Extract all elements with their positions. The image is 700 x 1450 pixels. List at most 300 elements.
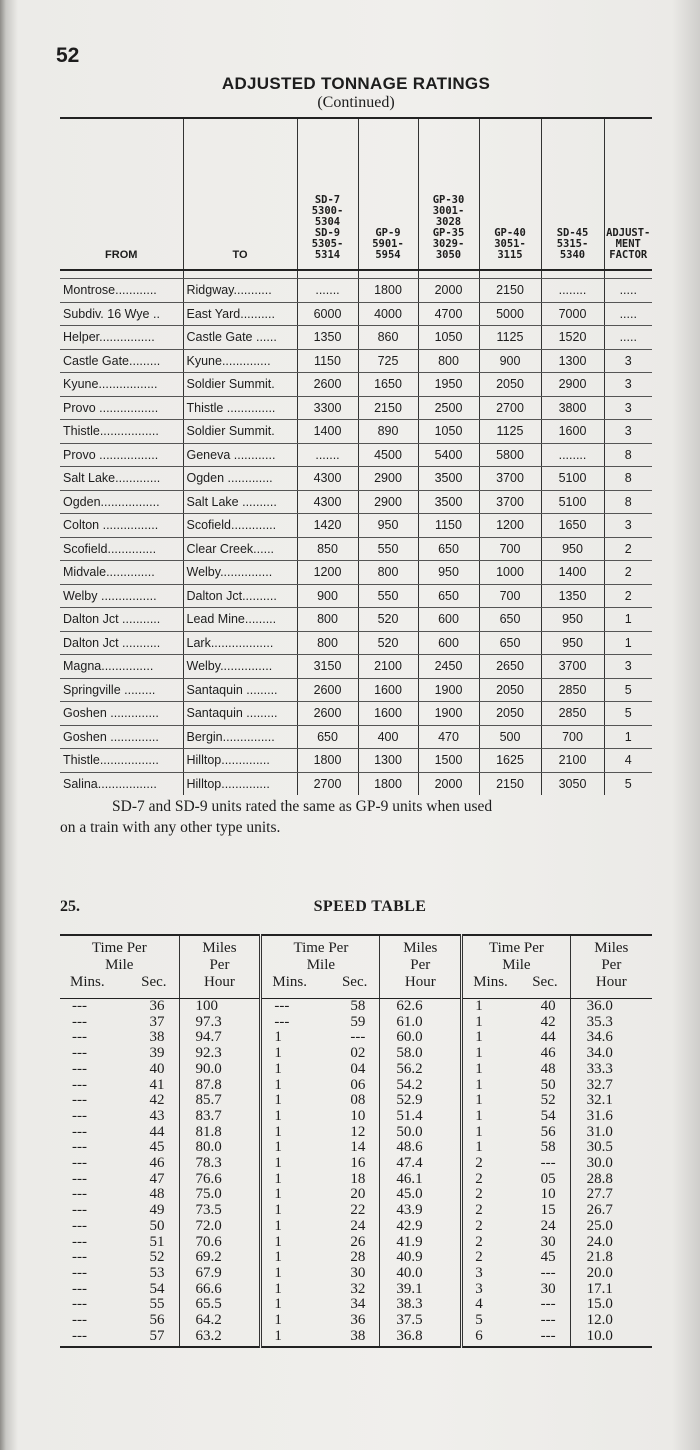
speed-row <box>60 1250 652 1266</box>
cell-mins: 2 <box>462 1156 503 1172</box>
cell-rating: 4 <box>604 749 652 773</box>
cell-sec: 40 <box>540 998 556 1014</box>
cell-mins: 1 <box>462 1093 503 1109</box>
cell-sec: 50 <box>540 1076 556 1093</box>
cell-rating: 650 <box>479 608 541 632</box>
cell-rating: 2050 <box>479 678 541 702</box>
speed-row <box>60 1015 652 1031</box>
cell-mph: 76.6 <box>179 1172 261 1188</box>
cell-sec: 48 <box>149 1186 165 1203</box>
cell-mph: 36.8 <box>380 1329 462 1348</box>
cell-mins: 1 <box>462 1046 503 1062</box>
cell-sec: 28 <box>350 1249 366 1266</box>
tonnage-row <box>60 514 652 538</box>
cell-rating: 650 <box>297 725 358 749</box>
cell-mins: --- <box>72 1076 87 1093</box>
cell-mph: 48.6 <box>380 1140 462 1156</box>
speed-row <box>60 1093 652 1109</box>
cell-sec: 58 <box>540 1139 556 1156</box>
cell-mph: 37.5 <box>380 1313 462 1329</box>
tonnage-row <box>60 467 652 491</box>
cell-rating: 2450 <box>418 655 479 679</box>
cell-rating: 5100 <box>541 490 604 514</box>
speed-row <box>60 1030 652 1046</box>
cell-rating: ..... <box>604 279 652 303</box>
cell-mins: --- <box>72 1249 87 1266</box>
cell-rating: 1600 <box>358 702 418 726</box>
cell-rating: 2100 <box>541 749 604 773</box>
header-line: Mile <box>502 957 531 973</box>
cell-sec: --- <box>540 1264 556 1281</box>
header-line: 5304 <box>314 216 341 228</box>
cell-mins: --- <box>60 1329 112 1348</box>
cell-sec: 22 <box>350 1202 366 1219</box>
cell-rating: 4000 <box>358 302 418 326</box>
tonnage-row <box>60 702 652 726</box>
cell-mins: 1 <box>261 1187 313 1203</box>
cell-mins: 1 <box>261 1156 313 1172</box>
cell-from: Subdiv. 16 Wye .. <box>60 302 183 326</box>
tonnage-title: ADJUSTED TONNAGE RATINGS <box>221 74 491 93</box>
cell-to: Scofield............. <box>183 514 297 538</box>
cell-rating: 2100 <box>358 655 418 679</box>
cell-rating: 520 <box>358 608 418 632</box>
cell-mins: --- <box>72 1296 87 1313</box>
cell-to: Santaquin ......... <box>183 678 297 702</box>
cell-rating: 950 <box>418 561 479 585</box>
cell-mph: 67.9 <box>179 1266 261 1282</box>
cell-mins: --- <box>72 1312 87 1329</box>
cell-rating: 3700 <box>541 655 604 679</box>
cell-to: Dalton Jct.......... <box>183 584 297 608</box>
cell-to: Lead Mine......... <box>183 608 297 632</box>
cell-mins: 1 <box>261 1313 313 1329</box>
cell-sec: 26 <box>350 1233 366 1250</box>
tonnage-row <box>60 725 652 749</box>
cell-rating: 5400 <box>418 443 479 467</box>
speed-table <box>60 934 652 1348</box>
cell-from: Montrose............ <box>60 279 183 303</box>
cell-rating: 2600 <box>297 678 358 702</box>
cell-mph: 78.3 <box>179 1156 261 1172</box>
header-gp30-gp35 <box>418 118 479 270</box>
cell-rating: 4700 <box>418 302 479 326</box>
header-from: FROM <box>60 118 183 270</box>
cell-rating: 2050 <box>479 702 541 726</box>
cell-rating: 1500 <box>418 749 479 773</box>
cell-mins: 1 <box>261 1062 313 1078</box>
speed-row <box>60 1140 652 1156</box>
cell-rating: 1300 <box>541 349 604 373</box>
tonnage-row <box>60 537 652 561</box>
cell-mins: 4 <box>462 1297 503 1313</box>
cell-mph: 45.0 <box>380 1187 462 1203</box>
cell-mph: 33.3 <box>570 1062 652 1078</box>
tonnage-row <box>60 373 652 397</box>
header-time-per-mile <box>462 935 570 999</box>
header-line: 3029- <box>432 238 465 250</box>
cell-mins: 1 <box>261 1203 313 1219</box>
header-line: 5340 <box>559 249 586 261</box>
cell-rating: 3 <box>604 514 652 538</box>
speed-row <box>60 1046 652 1062</box>
cell-mins: --- <box>72 1045 87 1062</box>
header-line: Time Per <box>293 940 349 956</box>
cell-mph: 81.8 <box>179 1125 261 1141</box>
cell-rating: 470 <box>418 725 479 749</box>
cell-rating: 2050 <box>479 373 541 397</box>
cell-rating: 4500 <box>358 443 418 467</box>
note-line: on a train with any other type units. <box>60 819 281 836</box>
tonnage-row <box>60 396 652 420</box>
cell-sec: 52 <box>149 1249 165 1266</box>
header-line: Miles <box>202 940 237 956</box>
header-mins-sec <box>262 974 379 991</box>
header-mins: Mins. <box>272 974 307 990</box>
header-line: SD-45 <box>556 227 589 239</box>
cell-sec: 37 <box>149 1013 165 1030</box>
cell-mins: --- <box>72 1186 87 1203</box>
cell-mph: 85.7 <box>179 1093 261 1109</box>
cell-sec: 57 <box>112 1329 179 1348</box>
tonnage-row <box>60 655 652 679</box>
cell-rating: 800 <box>418 349 479 373</box>
header-line: SD-9 <box>314 227 341 239</box>
cell-mins: 1 <box>261 1078 313 1094</box>
cell-sec: 18 <box>350 1170 366 1187</box>
cell-sec: 10 <box>540 1186 556 1203</box>
cell-sec: 59 <box>350 1013 366 1030</box>
speed-row <box>60 1078 652 1094</box>
cell-to: Lark.................. <box>183 631 297 655</box>
cell-rating: 3 <box>604 373 652 397</box>
cell-mph: 28.8 <box>570 1172 652 1188</box>
header-line: FACTOR <box>609 249 648 261</box>
cell-to: Kyune.............. <box>183 349 297 373</box>
cell-from: Castle Gate......... <box>60 349 183 373</box>
cell-rating: 1600 <box>358 678 418 702</box>
cell-rating: 1 <box>604 608 652 632</box>
cell-mins: 1 <box>462 999 503 1015</box>
speed-row <box>60 1297 652 1313</box>
cell-rating: 3500 <box>418 467 479 491</box>
tonnage-row <box>60 678 652 702</box>
cell-rating: 3700 <box>479 490 541 514</box>
cell-sec: 43 <box>149 1107 165 1124</box>
tonnage-row <box>60 349 652 373</box>
cell-mph: 12.0 <box>570 1313 652 1329</box>
cell-rating: 5 <box>604 702 652 726</box>
cell-rating: 1125 <box>479 326 541 350</box>
cell-mins: --- <box>72 1233 87 1250</box>
cell-mins: --- <box>72 1217 87 1234</box>
cell-sec: 52 <box>540 1092 556 1109</box>
header-line: GP-35 <box>432 227 465 239</box>
cell-mph: 92.3 <box>179 1046 261 1062</box>
cell-rating: 2900 <box>358 490 418 514</box>
cell-rating: 700 <box>479 584 541 608</box>
cell-mph: 60.0 <box>380 1030 462 1046</box>
cell-rating: 4300 <box>297 490 358 514</box>
header-miles-per-hour <box>380 935 462 999</box>
cell-from: Dalton Jct ........... <box>60 631 183 655</box>
cell-sec: --- <box>350 1029 366 1046</box>
header-line: ADJUST- <box>606 227 651 239</box>
header-line: 5315- <box>556 238 589 250</box>
tonnage-row <box>60 302 652 326</box>
cell-mins: --- <box>72 1029 87 1046</box>
cell-sec: 24 <box>350 1217 366 1234</box>
cell-to: Clear Creek...... <box>183 537 297 561</box>
cell-rating: 520 <box>358 631 418 655</box>
header-line: Time Per <box>91 940 147 956</box>
cell-rating: 3050 <box>541 772 604 795</box>
tonnage-row <box>60 631 652 655</box>
cell-rating: 1000 <box>479 561 541 585</box>
cell-sec: --- <box>540 1296 556 1313</box>
cell-mph: 43.9 <box>380 1203 462 1219</box>
cell-rating: 1400 <box>541 561 604 585</box>
header-line: 5954 <box>375 249 401 261</box>
cell-rating: 800 <box>358 561 418 585</box>
header-line: 5901- <box>372 238 404 250</box>
cell-to: Ogden ............. <box>183 467 297 491</box>
page-number: 52 <box>56 44 80 67</box>
units-note <box>60 796 660 838</box>
cell-mph: 56.2 <box>380 1062 462 1078</box>
note-line: SD-7 and SD-9 units rated the same as GP-9 units when used <box>112 798 493 815</box>
cell-rating: 1650 <box>358 373 418 397</box>
cell-from: Magna............... <box>60 655 183 679</box>
cell-mins: 1 <box>261 1329 313 1348</box>
speed-row <box>60 1156 652 1172</box>
cell-rating: 3150 <box>297 655 358 679</box>
cell-sec: 45 <box>149 1139 165 1156</box>
header-line: SD-7 <box>314 194 341 206</box>
tonnage-row <box>60 561 652 585</box>
cell-rating: 5 <box>604 772 652 795</box>
cell-sec: 15 <box>540 1202 556 1219</box>
cell-mph: 27.7 <box>570 1187 652 1203</box>
speed-row <box>60 1203 652 1219</box>
cell-sec: 39 <box>149 1045 165 1062</box>
cell-to: Welby............... <box>183 655 297 679</box>
cell-sec: 08 <box>350 1092 366 1109</box>
cell-from: Salina................. <box>63 776 157 791</box>
speed-row <box>60 1219 652 1235</box>
cell-mph: 80.0 <box>179 1140 261 1156</box>
cell-mph: 42.9 <box>380 1219 462 1235</box>
cell-mph: 25.0 <box>570 1219 652 1235</box>
cell-rating: 1300 <box>358 749 418 773</box>
cell-to: Hilltop.............. <box>183 749 297 773</box>
tonnage-row <box>60 584 652 608</box>
cell-rating: 950 <box>541 537 604 561</box>
speed-row <box>60 999 652 1015</box>
header-line: MENT <box>615 238 641 250</box>
cell-rating: 2850 <box>541 678 604 702</box>
tonnage-row <box>60 326 652 350</box>
cell-rating: 1400 <box>297 420 358 444</box>
cell-to: Soldier Summit. <box>183 420 297 444</box>
header-line: GP-40 <box>494 227 526 239</box>
cell-mph: 17.1 <box>570 1282 652 1298</box>
cell-rating: 650 <box>479 631 541 655</box>
cell-from: Colton ................ <box>60 514 183 538</box>
cell-mins: 1 <box>261 1046 313 1062</box>
cell-mph: 34.6 <box>570 1030 652 1046</box>
cell-rating: 5000 <box>479 302 541 326</box>
cell-sec: 10 <box>350 1107 366 1124</box>
cell-rating: 1200 <box>297 561 358 585</box>
cell-mins: --- <box>72 1123 87 1140</box>
cell-mins: 1 <box>462 1125 503 1141</box>
cell-rating: 550 <box>358 584 418 608</box>
cell-sec: 16 <box>350 1155 366 1172</box>
cell-sec: 56 <box>149 1312 165 1329</box>
cell-rating: 5800 <box>479 443 541 467</box>
header-line: Hour <box>595 974 627 990</box>
cell-from: Welby ................ <box>60 584 183 608</box>
cell-rating: 3 <box>604 420 652 444</box>
header-line: 3028 <box>435 216 462 228</box>
cell-rating: 8 <box>604 490 652 514</box>
cell-sec: 44 <box>540 1029 556 1046</box>
cell-sec: 55 <box>149 1296 165 1313</box>
cell-mph: 20.0 <box>570 1266 652 1282</box>
header-time-per-mile <box>261 935 380 999</box>
cell-mph: 64.2 <box>179 1313 261 1329</box>
cell-sec: 49 <box>149 1202 165 1219</box>
cell-mph: 47.4 <box>380 1156 462 1172</box>
cell-rating: 1050 <box>418 420 479 444</box>
cell-sec: --- <box>503 1329 570 1348</box>
cell-rating: 8 <box>604 443 652 467</box>
cell-rating: ..... <box>604 326 652 350</box>
header-line: Miles <box>403 940 438 956</box>
cell-mins: 6 <box>462 1329 503 1348</box>
cell-mph: 62.6 <box>380 999 462 1015</box>
cell-to: Soldier Summit. <box>183 373 297 397</box>
cell-rating: 1350 <box>297 326 358 350</box>
cell-from: Ogden................. <box>60 490 183 514</box>
header-line: 3050 <box>435 249 462 261</box>
cell-rating: 600 <box>418 631 479 655</box>
cell-mins: 1 <box>261 1297 313 1313</box>
header-line: 3051- <box>494 238 526 250</box>
speed-row <box>60 1329 652 1348</box>
cell-mph: 38.3 <box>380 1297 462 1313</box>
header-line: Time Per <box>488 940 544 956</box>
cell-rating: 3 <box>604 396 652 420</box>
cell-rating: ........ <box>541 443 604 467</box>
cell-rating: 2 <box>604 584 652 608</box>
cell-rating: 2150 <box>479 772 541 795</box>
cell-mph: 40.0 <box>380 1266 462 1282</box>
cell-rating: 1050 <box>418 326 479 350</box>
cell-rating: 3500 <box>418 490 479 514</box>
cell-mph: 72.0 <box>179 1219 261 1235</box>
cell-mph: 87.8 <box>179 1078 261 1094</box>
speed-row <box>60 1235 652 1251</box>
cell-sec: 58 <box>350 998 366 1014</box>
cell-rating: 4300 <box>297 467 358 491</box>
tonnage-row <box>60 443 652 467</box>
cell-sec: 36 <box>149 998 165 1014</box>
cell-mins: 1 <box>261 1219 313 1235</box>
cell-mins: 1 <box>261 1140 313 1156</box>
cell-mins: 1 <box>261 1250 313 1266</box>
cell-rating: 2600 <box>297 702 358 726</box>
header-line: Hour <box>204 974 235 990</box>
cell-rating: 1600 <box>541 420 604 444</box>
cell-mins: --- <box>261 999 313 1015</box>
cell-mph: 39.1 <box>380 1282 462 1298</box>
cell-mph: 52.9 <box>380 1093 462 1109</box>
tonnage-row <box>60 749 652 773</box>
cell-to: Bergin............... <box>183 725 297 749</box>
cell-mph: 54.2 <box>380 1078 462 1094</box>
speed-row <box>60 1172 652 1188</box>
cell-rating: 1 <box>604 631 652 655</box>
cell-mins: 1 <box>261 1282 313 1298</box>
cell-mph: 26.7 <box>570 1203 652 1219</box>
cell-rating: 5 <box>604 678 652 702</box>
cell-rating: 950 <box>541 608 604 632</box>
cell-mins: 2 <box>462 1172 503 1188</box>
cell-rating: 1800 <box>358 772 418 795</box>
cell-rating: 900 <box>479 349 541 373</box>
header-time-per-mile <box>60 935 179 999</box>
cell-sec: 38 <box>313 1329 380 1348</box>
cell-mins: --- <box>72 1280 87 1297</box>
speed-row <box>60 1313 652 1329</box>
header-line: Mile <box>306 957 336 973</box>
cell-sec: 47 <box>149 1170 165 1187</box>
tonnage-row <box>60 279 652 303</box>
cell-from: Salt Lake............. <box>60 467 183 491</box>
cell-rating: 800 <box>297 608 358 632</box>
header-sec: Sec. <box>141 974 167 990</box>
cell-rating: 1900 <box>418 702 479 726</box>
cell-rating: 3 <box>604 655 652 679</box>
cell-sec: 56 <box>540 1123 556 1140</box>
cell-mins: 1 <box>261 1093 313 1109</box>
cell-to: Hilltop.............. <box>183 772 297 795</box>
cell-sec: 34 <box>350 1296 366 1313</box>
cell-sec: 04 <box>350 1060 366 1077</box>
cell-mins: --- <box>72 1092 87 1109</box>
cell-rating: 2650 <box>479 655 541 679</box>
cell-rating: 725 <box>358 349 418 373</box>
cell-from: Goshen .............. <box>60 702 183 726</box>
cell-mph: 32.7 <box>570 1078 652 1094</box>
cell-sec: 54 <box>149 1280 165 1297</box>
cell-rating: 1 <box>604 725 652 749</box>
cell-from: Thistle................. <box>60 420 183 444</box>
tonnage-subtitle: (Continued) <box>317 94 395 111</box>
cell-rating: 2 <box>604 561 652 585</box>
cell-rating: 1150 <box>418 514 479 538</box>
cell-mins: --- <box>72 998 87 1014</box>
cell-sec: 38 <box>149 1029 165 1046</box>
tonnage-row <box>60 772 652 795</box>
cell-mph: 69.2 <box>179 1250 261 1266</box>
cell-sec: 42 <box>540 1013 556 1030</box>
cell-rating: 2700 <box>479 396 541 420</box>
cell-rating: 700 <box>541 725 604 749</box>
cell-mins: 1 <box>462 1030 503 1046</box>
